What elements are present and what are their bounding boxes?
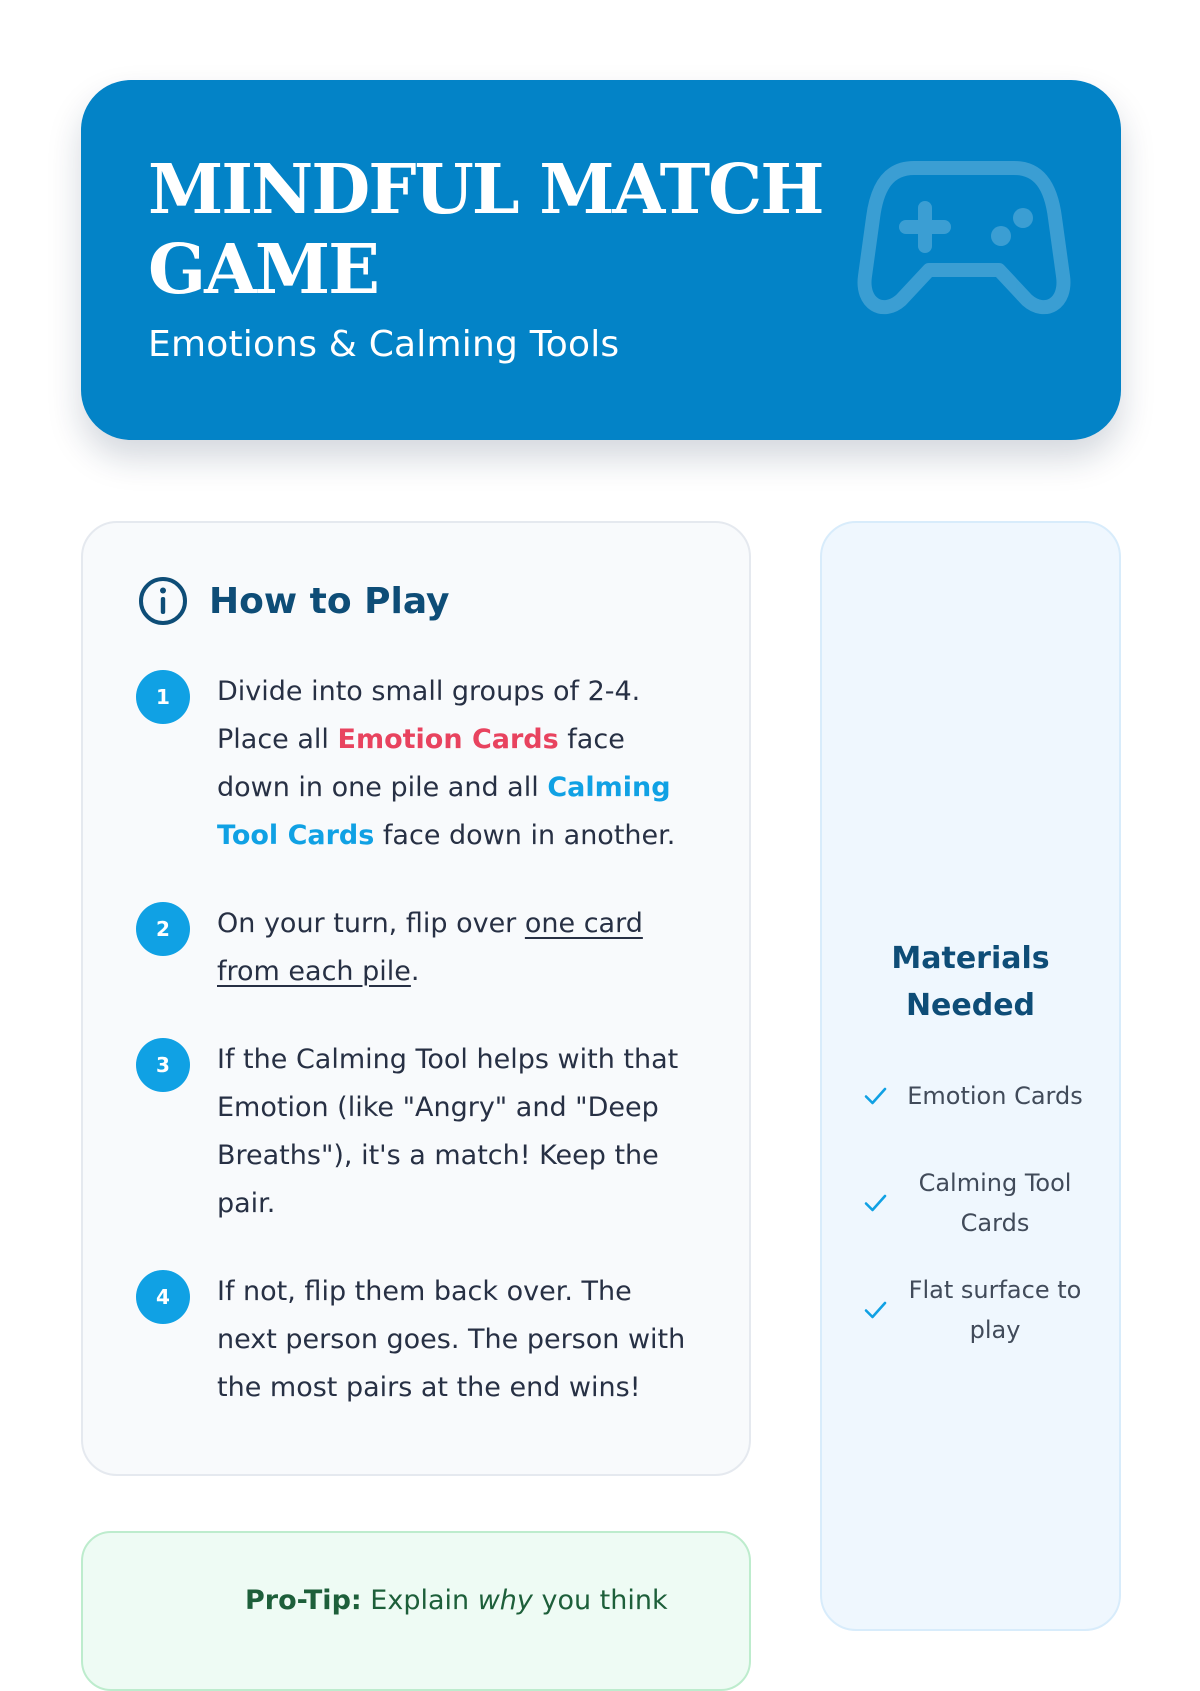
materials-item-label: Calming Tool Cards — [918, 1169, 1072, 1237]
step-number-badge: 2 — [136, 902, 190, 956]
step-text: face down in another. — [374, 820, 676, 851]
materials-item — [860, 1055, 1100, 1137]
step-text: face down in one pile and all — [217, 724, 625, 803]
how-to-play-header — [137, 575, 450, 627]
pro-tip-body: Explain — [361, 1585, 478, 1616]
pro-tip-text — [245, 1577, 715, 1625]
gamepad-icon — [859, 158, 1069, 318]
check-icon — [860, 1295, 890, 1325]
materials-card — [820, 521, 1121, 1631]
how-to-play-card — [81, 521, 751, 1476]
check-icon — [860, 1081, 890, 1111]
step-text: Divide into small groups of 2-4. Place all — [217, 676, 641, 755]
materials-title: Materials Needed — [891, 941, 1050, 1023]
step-number-badge: 1 — [136, 670, 190, 724]
emotion-cards-highlight: Emotion Cards — [337, 724, 559, 755]
materials-list — [860, 1055, 1100, 1376]
step-item — [136, 1036, 696, 1228]
step-text: On your turn, flip over — [217, 908, 525, 939]
step-text: . — [410, 956, 420, 987]
hero-banner — [81, 80, 1121, 440]
pro-tip-body: you think — [532, 1585, 668, 1616]
step-number-badge: 4 — [136, 1270, 190, 1324]
page-title: MINDFUL MATCH GAME — [148, 150, 823, 310]
step-item — [136, 900, 696, 996]
info-circle-icon — [137, 575, 189, 627]
calming-tool-cards-highlight: Calming Tool Cards — [217, 772, 671, 851]
step-number-badge: 3 — [136, 1038, 190, 1092]
step-text: If the Calming Tool helps with that Emotion (like "Angry" and "Deep Breaths"), it's a match! Keep the pair. — [217, 1044, 679, 1219]
how-to-play-title: How to Play — [209, 580, 450, 622]
step-item — [136, 1268, 696, 1412]
materials-item — [860, 1162, 1100, 1244]
materials-item-label: Flat surface to play — [908, 1276, 1082, 1344]
step-item — [136, 668, 696, 860]
check-icon — [860, 1188, 890, 1218]
materials-item — [860, 1269, 1100, 1351]
page-subtitle: Emotions & Calming Tools — [148, 324, 620, 365]
pro-tip-label: Pro-Tip: — [245, 1585, 362, 1616]
pro-tip-emphasis: why — [477, 1585, 533, 1616]
steps-list — [136, 668, 696, 1452]
step-text: If not, flip them back over. The next person goes. The person with the most pairs at the end wins! — [217, 1276, 686, 1403]
materials-item-label: Emotion Cards — [907, 1082, 1083, 1110]
underlined-text: one card from each pile — [217, 908, 643, 987]
pro-tip-card — [81, 1531, 751, 1691]
